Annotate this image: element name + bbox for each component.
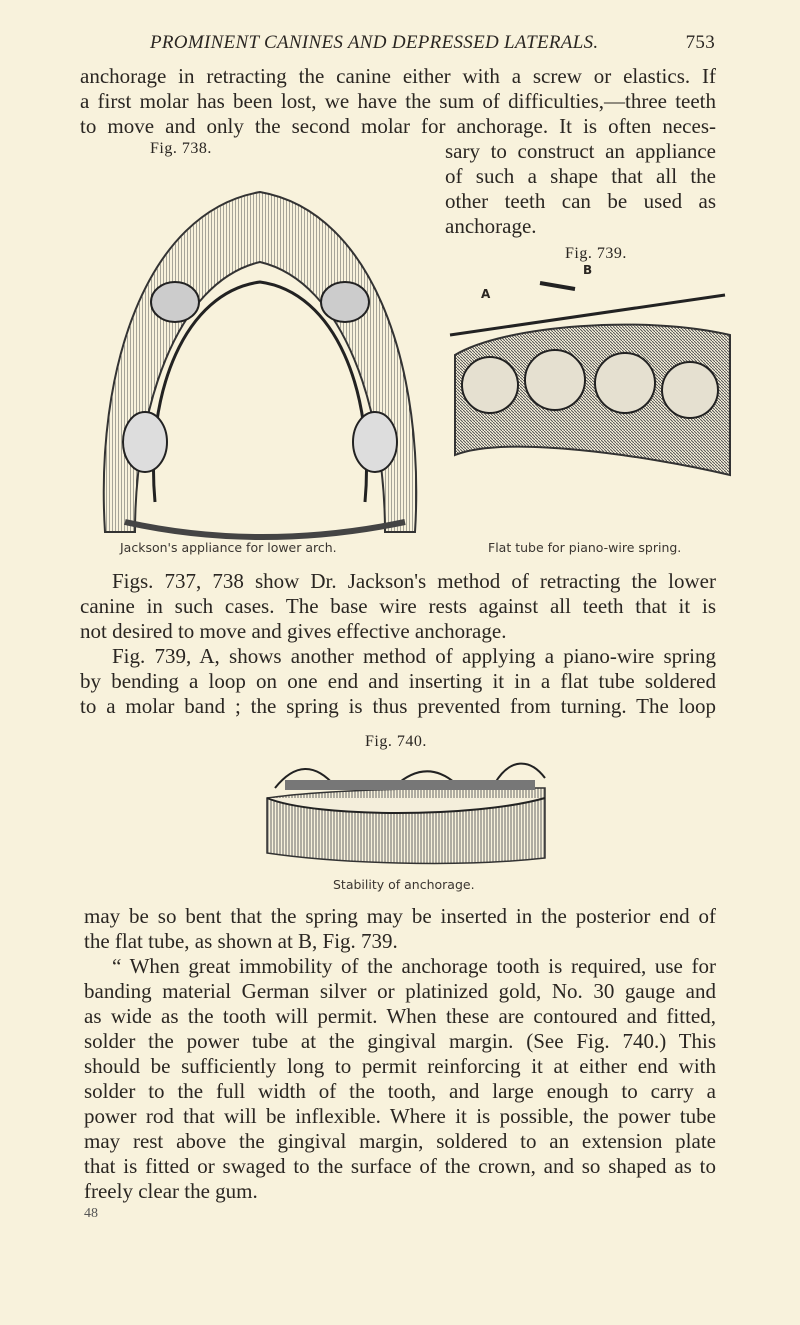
figure-label: Fig. 740. [365,733,427,750]
text-line: Figs. 737, 738 show Dr. Jackson's method of retracting the lower [112,569,716,593]
marker-a: A [481,287,491,301]
fig738-illustration [85,172,435,542]
figure-label: Fig. 738. [150,140,212,157]
running-header [150,32,715,54]
page-number: 753 [685,32,715,53]
text-line: other teeth can be used as [445,189,716,213]
text-line: banding material German silver or platinized gold, No. 30 gauge and [84,979,716,1003]
text-line: freely clear the gum. [84,1179,258,1203]
text-line: “ When great immobility of the anchorage tooth is required, use for [112,954,716,978]
text-line: the flat tube, as shown at B, Fig. 739. [84,929,398,953]
text-line: that is fitted or swaged to the surface of the crown, and so shaped as to [84,1154,716,1178]
text-line: anchorage in retracting the canine either with a screw or elastics. If [80,64,716,88]
text-line: sary to construct an appliance [445,139,716,163]
figure-label: Fig. 739. [565,245,627,262]
fig739-illustration [445,275,740,540]
text-line: as wide as the tooth will permit. When these are contoured and fitted, [84,1004,716,1028]
marker-b: B [583,263,593,277]
text-line: solder the power tube at the gingival margin. (See Fig. 740.) This [84,1029,716,1053]
figure-caption: Jackson's appliance for lower arch. [120,540,337,555]
figure-caption: Stability of anchorage. [333,877,475,892]
text-line: Fig. 739, A, shows another method of applying a piano-wire spring [112,644,716,668]
text-line: of such a shape that all the [445,164,716,188]
text-line: power rod that will be inflexible. Where it is possible, the power tube [84,1104,716,1128]
text-line: may be so bent that the spring may be inserted in the posterior end of [84,904,716,928]
text-line: not desired to move and gives effective anchorage. [80,619,507,643]
text-line: canine in such cases. The base wire rests against all teeth that it is [80,594,716,618]
fig740-illustration [255,758,550,868]
figure-caption: Flat tube for piano-wire spring. [488,540,682,555]
text-line: anchorage. [445,214,537,238]
text-line: by bending a loop on one end and inserting it in a flat tube soldered [80,669,716,693]
text-line: a first molar has been lost, we have the sum of difficulties,—three teeth [80,89,716,113]
text-line: to a molar band ; the spring is thus prevented from turning. The loop [80,694,716,718]
text-line: to move and only the second molar for anchorage. It is often neces- [80,114,716,138]
text-line: may rest above the gingival margin, soldered to an extension plate [84,1129,716,1153]
text-line: should be sufficiently long to permit reinforcing it at either end with [84,1054,716,1078]
header-title: PROMINENT CANINES AND DEPRESSED LATERALS. [150,32,599,53]
signature-mark: 48 [84,1206,98,1221]
text-line: solder to the full width of the tooth, and large enough to carry a [84,1079,716,1103]
